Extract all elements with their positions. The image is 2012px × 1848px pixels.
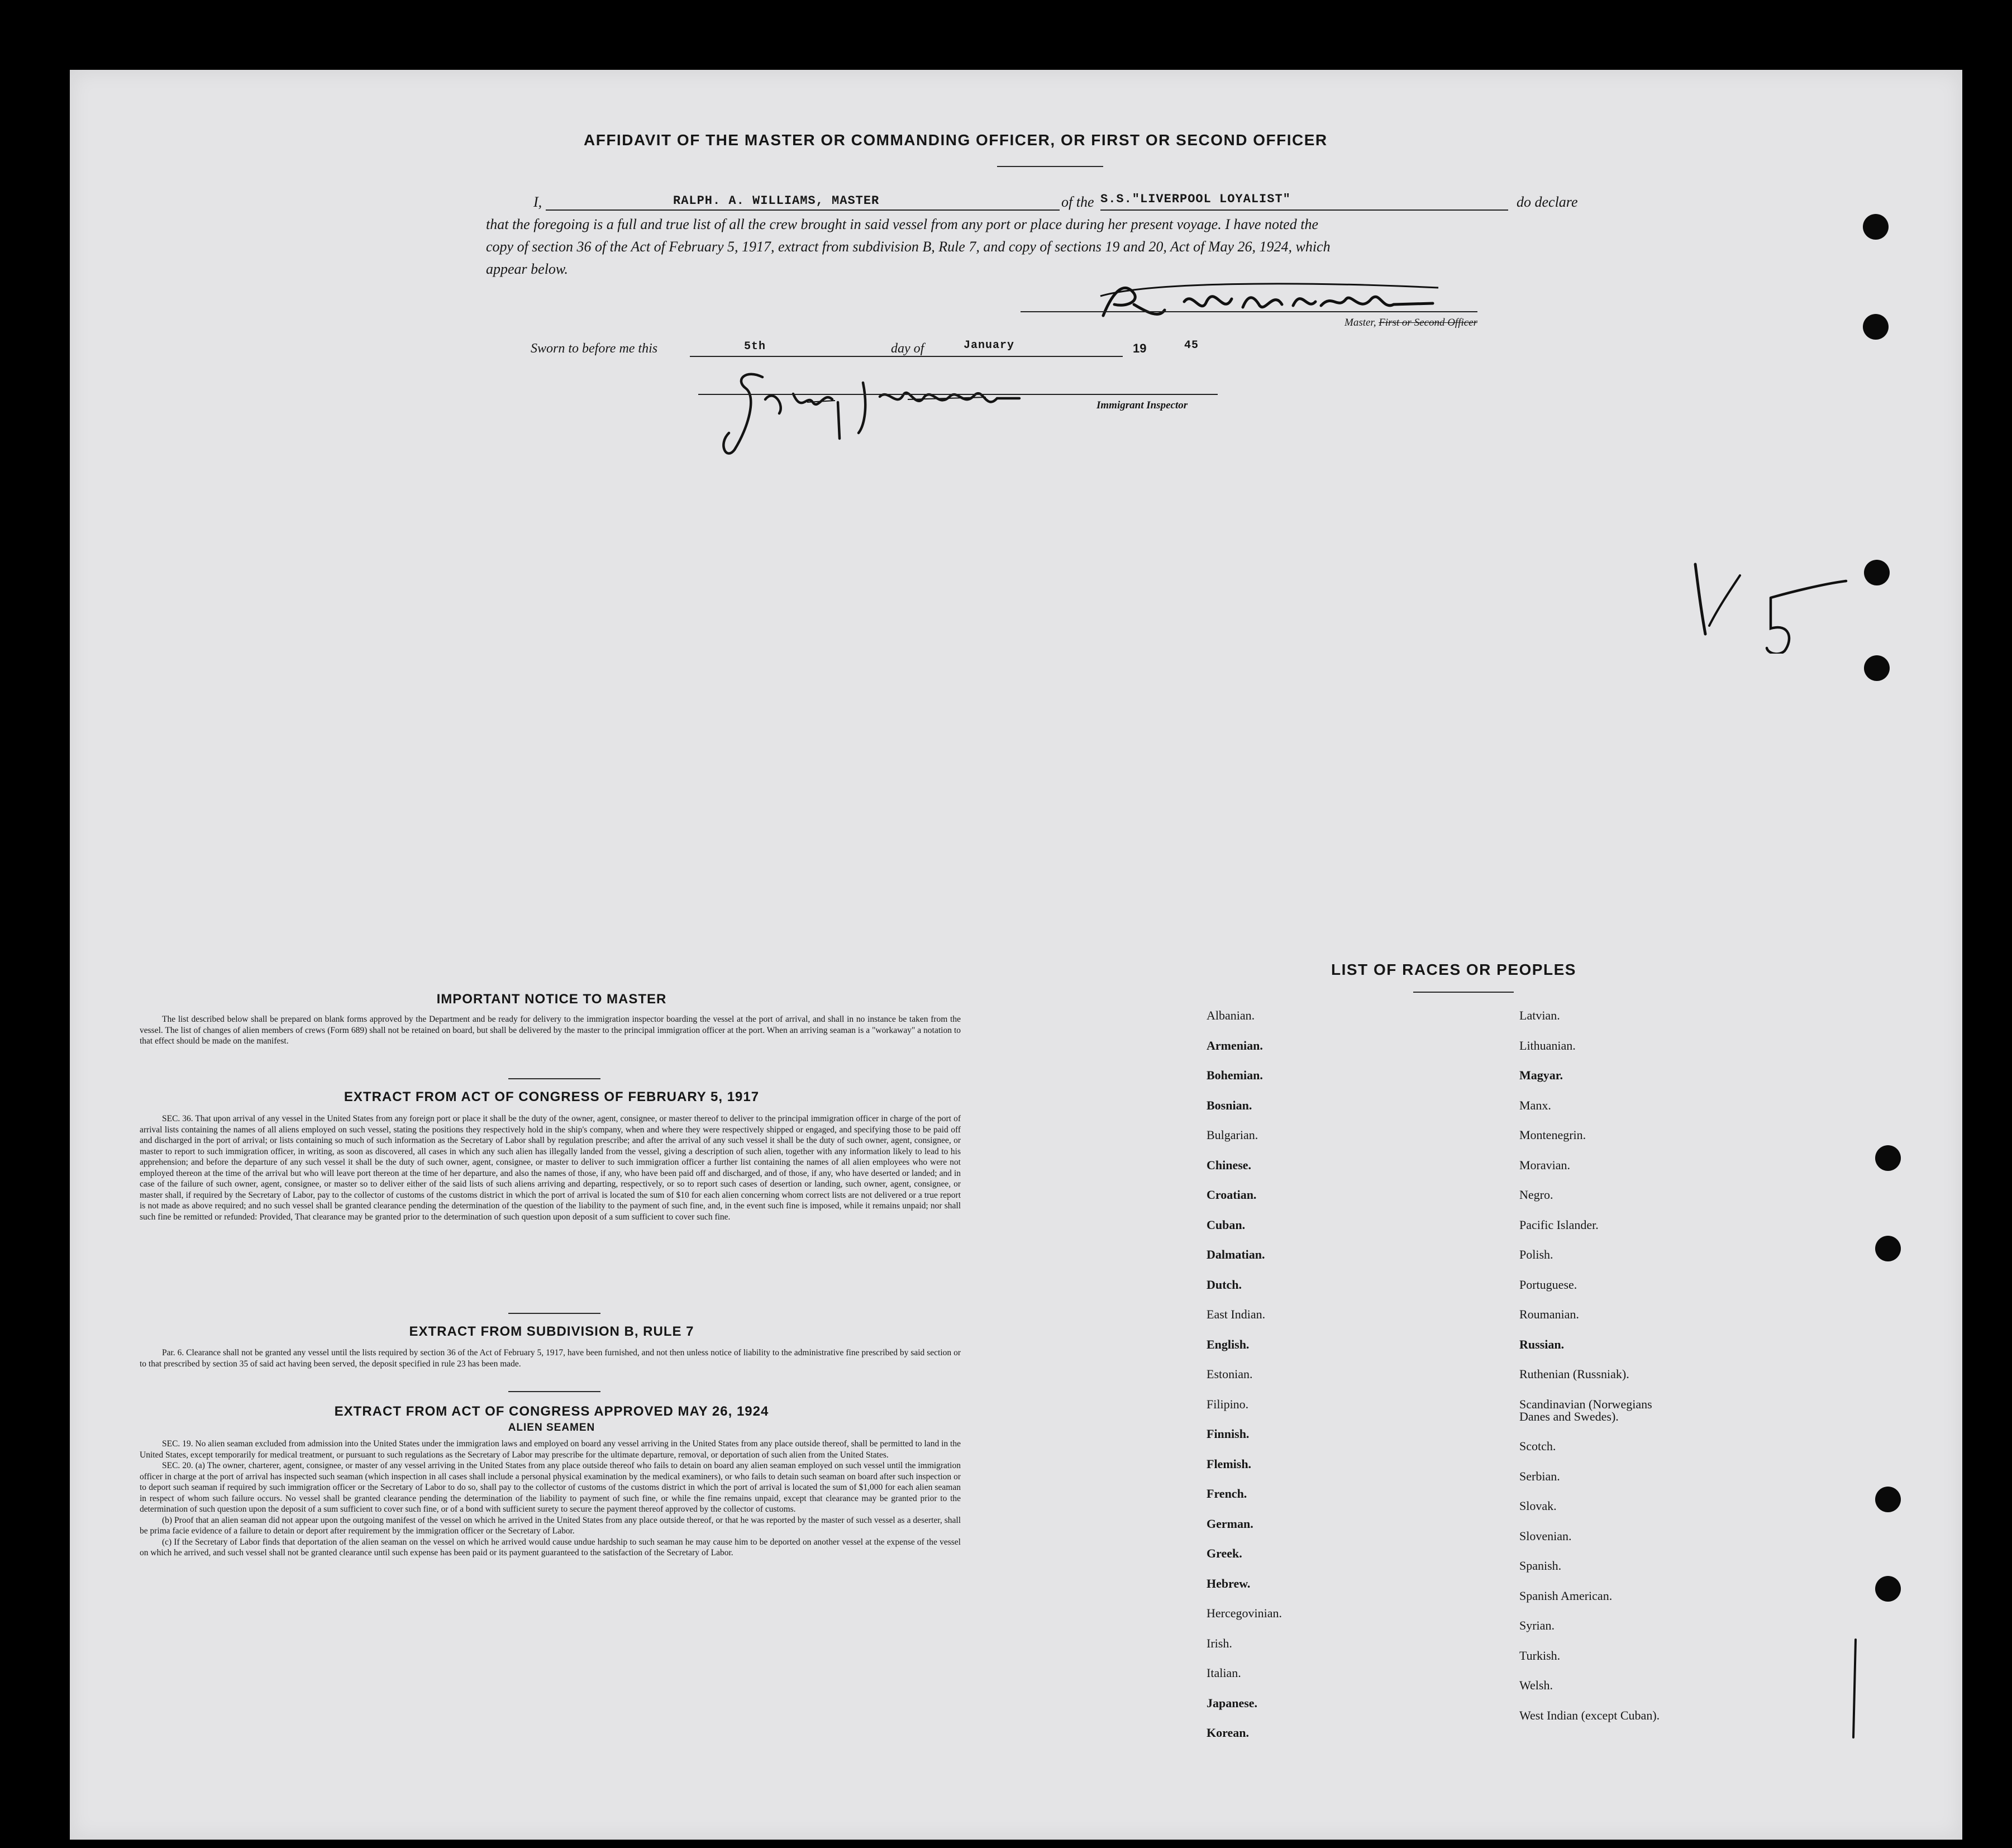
document-page	[70, 70, 1962, 1840]
race-item: Turkish.	[1519, 1648, 1561, 1663]
sworn-month-line	[952, 356, 1123, 357]
declaration-line-4: appear below.	[486, 261, 568, 277]
binder-hole	[1864, 655, 1890, 681]
race-item: East Indian.	[1207, 1307, 1266, 1321]
races-title: LIST OF RACES OR PEOPLES	[1331, 961, 1576, 978]
binder-hole	[1864, 560, 1890, 585]
race-item: Dutch.	[1207, 1277, 1242, 1292]
affidavit-title: AFFIDAVIT OF THE MASTER OR COMMANDING OFFICER, OR FIRST OR SECOND OFFICER	[584, 131, 1328, 149]
i-label: I,	[533, 194, 542, 210]
race-item: West Indian (except Cuban).	[1519, 1708, 1660, 1722]
divider	[508, 1391, 600, 1392]
race-item: Slovak.	[1519, 1499, 1557, 1513]
race-item: Latvian.	[1519, 1008, 1560, 1022]
race-item: Bosnian.	[1207, 1098, 1252, 1112]
race-item: Armenian.	[1207, 1038, 1263, 1052]
notice-title: IMPORTANT NOTICE TO MASTER	[436, 992, 667, 1007]
master-name-line	[546, 209, 1060, 211]
extract-1917-title: EXTRACT FROM ACT OF CONGRESS OF FEBRUARY 5, 1917	[344, 1089, 760, 1104]
race-item: Russian.	[1519, 1337, 1565, 1351]
sec19-paragraph: SEC. 19. No alien seaman excluded from admission into the United States under the immigration laws and employed on board any vessel arriving in the United States from any place outside thereof, shall be permitted to land in the United States, except temporarily for medical treatment, or pursuant to such regulations as the Secretary of Labor may prescribe for the ultimate departure, removal, or deportation of such alien from the United States.	[140, 1439, 961, 1460]
vessel-name: S.S."LIVERPOOL LOYALIST"	[1100, 192, 1291, 206]
signer-caption-master: Master,	[1344, 317, 1376, 328]
declaration-line-2: that the foregoing is a full and true list of all the crew brought in said vessel from any port or place during her present voyage. I have noted the	[486, 216, 1318, 232]
master-signature-line	[1021, 311, 1477, 312]
par6-paragraph: Par. 6. Clearance shall not be granted any vessel until the lists required by section 36 of the Act of February 5, 1917, have been furnished, and not then unless notice of liability to the administrative fine prescribed by said section or to that prescribed by section 35 of said act having been served, the deposit specified in rule 23 has been made.	[140, 1348, 961, 1369]
race-item: Bohemian.	[1207, 1068, 1263, 1082]
race-item: Portuguese.	[1519, 1277, 1577, 1292]
race-item: Magyar.	[1519, 1068, 1563, 1082]
master-name: RALPH. A. WILLIAMS, MASTER	[673, 194, 880, 208]
extract-1924-title: EXTRACT FROM ACT OF CONGRESS APPROVED MAY 26, 1924	[334, 1404, 769, 1419]
race-item: Welsh.	[1519, 1678, 1553, 1692]
race-item: Hercegovinian.	[1207, 1606, 1282, 1620]
handwritten-mark	[1679, 542, 1852, 654]
race-item: Slovenian.	[1519, 1528, 1572, 1543]
race-item: Italian.	[1207, 1666, 1241, 1680]
race-item: Filipino.	[1207, 1397, 1249, 1411]
vessel-name-line	[1100, 209, 1508, 211]
of-the-label: of the	[1061, 194, 1094, 210]
binder-hole	[1875, 1236, 1901, 1261]
race-item: Croatian.	[1207, 1188, 1257, 1202]
declaration-line-3: copy of section 36 of the Act of February 5, 1917, extract from subdivision B, Rule 7, and copy of sections 19 and 20, Act of May 26, 1924, which	[486, 239, 1331, 255]
extract-1924-body	[140, 1439, 961, 1559]
race-item: Lithuanian.	[1519, 1038, 1576, 1052]
year-prefix: 19	[1133, 341, 1147, 355]
notice-paragraph: The list described below shall be prepared on blank forms approved by the Department and be ready for delivery to the immigration inspector boarding the vessel at the port of arrival, and shall in no instance be taken from the vessel. The list of changes of alien members of crews (Form 689) shall not be retained on board, but shall be delivered by the master to the principal immigration officer at the port. When an arriving seaman is a "workaway" a notation to that effect should be made on the manifest.	[140, 1015, 961, 1046]
divider	[508, 1313, 600, 1314]
race-item: Flemish.	[1207, 1456, 1252, 1471]
race-item: English.	[1207, 1337, 1250, 1351]
binder-hole	[1863, 214, 1889, 240]
race-item: Manx.	[1519, 1098, 1551, 1112]
sworn-label: Sworn to before me this	[531, 341, 658, 356]
sec20b-paragraph: (b) Proof that an alien seaman did not appear upon the outgoing manifest of the vessel on which he arrived in the United States from any place outside thereof, or that he was reported by the master of such vessel as a deserter, shall be prima facie evidence of a failure to detain or deport after requirement by the immigration officer or the Secretary of Labor.	[140, 1515, 961, 1536]
title-divider	[997, 166, 1103, 167]
race-item: Roumanian.	[1519, 1307, 1579, 1321]
alien-seamen-subtitle: ALIEN SEAMEN	[508, 1422, 595, 1433]
race-item: Syrian.	[1519, 1618, 1555, 1632]
race-item: Ruthenian (Russniak).	[1519, 1367, 1629, 1381]
race-item: Spanish.	[1519, 1559, 1562, 1573]
race-item: Montenegrin.	[1519, 1128, 1586, 1142]
race-item: Pacific Islander.	[1519, 1217, 1599, 1232]
race-item: Cuban.	[1207, 1217, 1246, 1232]
extract-1917-body	[140, 1113, 961, 1222]
race-item: Finnish.	[1207, 1427, 1250, 1441]
day-of-label: day of	[891, 341, 924, 356]
races-title-divider	[1413, 992, 1514, 993]
race-item: German.	[1207, 1516, 1253, 1531]
binder-hole	[1875, 1576, 1901, 1602]
race-item: Irish.	[1207, 1636, 1232, 1650]
sworn-day: 5th	[744, 340, 766, 353]
race-item: Serbian.	[1519, 1469, 1560, 1483]
race-item: Moravian.	[1519, 1158, 1571, 1172]
binder-hole	[1875, 1487, 1901, 1512]
race-item: Scotch.	[1519, 1439, 1556, 1453]
sec20a-paragraph: SEC. 20. (a) The owner, charterer, agent, consignee, or master of any vessel arriving in the United States from any place outside thereof who fails to detain on board any alien seaman employed on such vessel until the immigration officer in charge at the port of arrival has inspected such seaman (which inspection in all cases shall include a personal physical examination by the medical examiners), or who fails to detain such seaman on board after such inspection or to deport such seaman if required by such immigration officer or the Secretary of Labor to do so, shall pay to the collector of customs of the customs district in which the port of arrival is located the sum of $1,000 for each alien seaman in respect of whom such failure occurs. No vessel shall be granted clearance pending the determination of the liability to payment of such fine, or while the fine remains unpaid, except that clearance may be granted prior to the determination of such question upon the deposit of a sum sufficient to cover such fine, or of a bond with sufficient surety to secure the payment thereof approved by the collector of customs.	[140, 1461, 961, 1514]
race-item: Estonian.	[1207, 1367, 1253, 1381]
year-suffix: 45	[1184, 339, 1199, 352]
sec20c-paragraph: (c) If the Secretary of Labor finds that deportation of the alien seaman on the vessel on which he arrived would cause undue hardship to such seaman he may cause him to be deported on another vessel at the expense of the vessel on which he arrived, and such vessel shall not be granted clearance until such expense has been paid or its payment guaranteed to the satisfaction of the Secretary of Labor.	[140, 1537, 961, 1558]
race-item: Danes and Swedes).	[1519, 1409, 1619, 1423]
race-item: Greek.	[1207, 1546, 1242, 1560]
race-item: Bulgarian.	[1207, 1128, 1258, 1142]
signer-caption	[1344, 317, 1477, 329]
do-declare-label: do declare	[1517, 194, 1578, 210]
race-item: Hebrew.	[1207, 1576, 1251, 1590]
divider	[508, 1078, 600, 1079]
race-item: Korean.	[1207, 1726, 1249, 1740]
extract-rule7-title: EXTRACT FROM SUBDIVISION B, RULE 7	[409, 1324, 694, 1339]
inspector-caption: Immigrant Inspector	[1096, 399, 1188, 411]
race-item: Chinese.	[1207, 1158, 1252, 1172]
inspector-signature-line	[698, 394, 1218, 395]
binder-hole	[1863, 314, 1889, 340]
race-item: Polish.	[1519, 1247, 1553, 1261]
extract-rule7-body	[140, 1347, 961, 1369]
binder-hole	[1875, 1145, 1901, 1171]
race-item: Dalmatian.	[1207, 1247, 1265, 1261]
race-item: Albanian.	[1207, 1008, 1255, 1022]
inspector-signature	[695, 360, 1120, 461]
signer-caption-struck: First or Second Officer	[1379, 317, 1478, 328]
notice-body	[140, 1014, 961, 1047]
sec36-paragraph: SEC. 36. That upon arrival of any vessel in the United States from any foreign port or place it shall be the duty of the owner, agent, consignee, or master thereof to deliver to the principal immigration officer in charge of the port of arrival lists containing the names of all aliens employed on such vessel, stating the positions they respectively hold in the ship's company, when and where they were respectively shipped or engaged, and specifying those to be paid off and discharged in the port of arrival; or lists containing so much of such information as the Secretary of Labor shall by regulation prescribe; and after the arrival of any such vessel it shall be the duty of such owner, agent, consignee, or master to report to such immigration officer, in writing, as soon as discovered, all cases in which any such alien has illegally landed from the vessel, giving a description of such alien, together with any information likely to lead to his apprehension; and before the departure of any such vessel it shall be the duty of such owner, agent, consignee, or master to deliver to such immigration officer a further list containing the names of all alien employees who were not employed thereon at the time of the arrival but who will leave port thereon at the time of her departure, and also the names of those, if any, who have been paid off and discharged, and of those, if any, who have deserted or landed; and in case of the failure of such owner, agent, consignee, or master so to deliver either of the said lists of such aliens arriving and departing, respectively, or so to report such cases of desertion or landing, such owner, agent, consignee, or master shall, if required by the Secretary of Labor, pay to the collector of customs of the customs district in which the port of arrival is located the sum of $10 for each alien concerning whom correct lists are not delivered or a true report is not made as above required; and no such vessel shall be granted clearance pending the determination of the question of the liability to the payment of such fine, and, in the event such fine is imposed, while it remains unpaid; nor shall such fine be remitted or refunded: Provided, That clearance may be granted prior to the determination of such question upon deposit of a sum sufficient to cover such fine.	[140, 1114, 961, 1222]
sworn-month: January	[964, 339, 1015, 352]
race-item: Negro.	[1519, 1188, 1553, 1202]
race-item: Spanish American.	[1519, 1588, 1613, 1603]
pencil-stroke	[1843, 1634, 1866, 1746]
race-item: Japanese.	[1207, 1695, 1258, 1710]
race-item: French.	[1207, 1487, 1247, 1501]
race-item: Scandinavian (Norwegians	[1519, 1397, 1652, 1411]
